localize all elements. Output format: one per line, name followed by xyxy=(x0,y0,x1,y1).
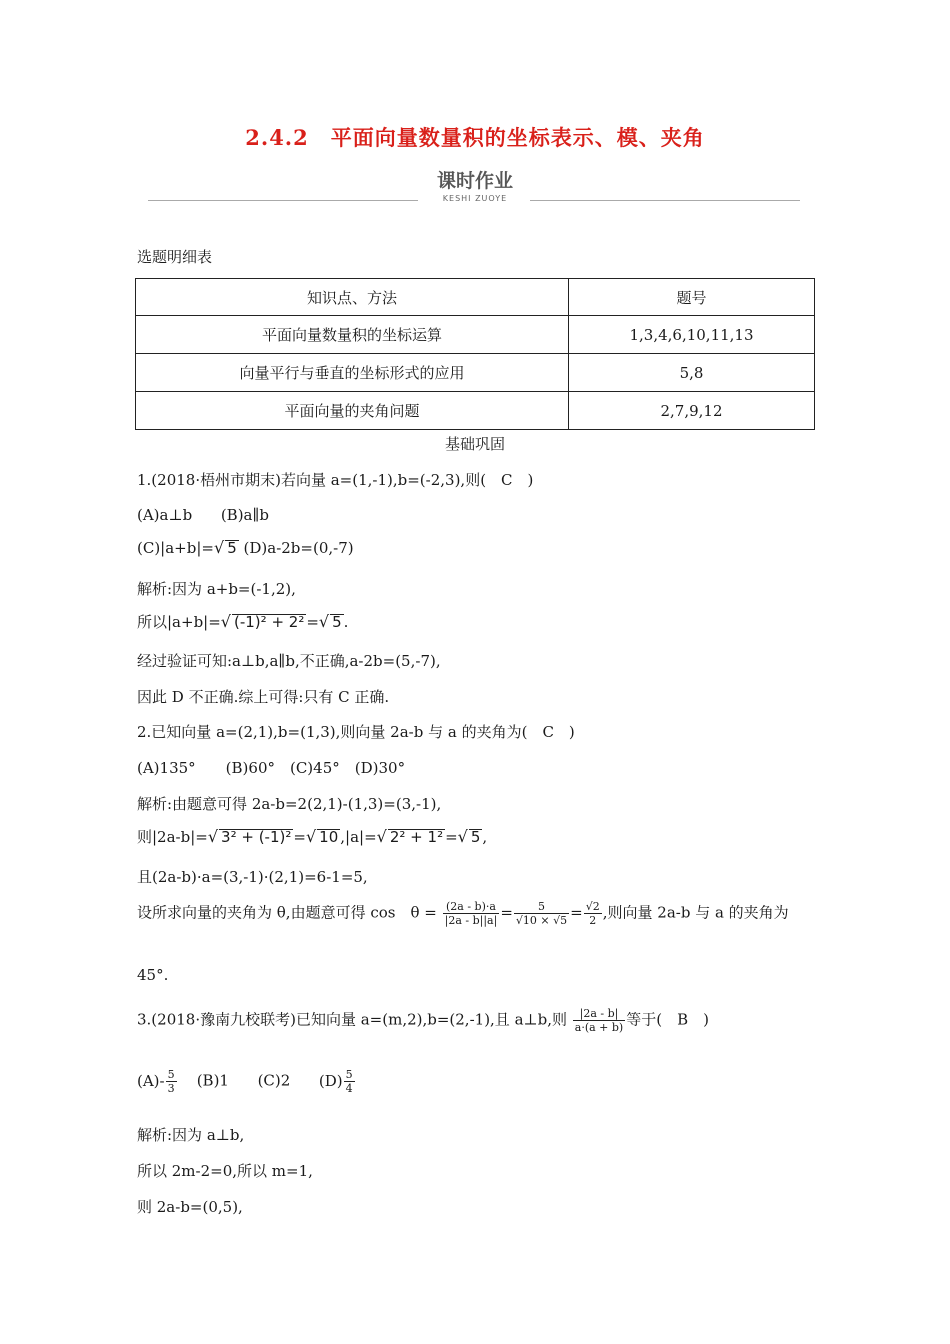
q3-option-a-label: (A)- xyxy=(137,1071,165,1090)
table-cell: 1,3,4,6,10,11,13 xyxy=(569,316,815,354)
q1-solution-2-text: 所以|a+b|= xyxy=(137,613,221,631)
fraction-denominator: 3 xyxy=(167,1082,175,1095)
fraction xyxy=(443,900,500,927)
radical-sign: √ xyxy=(220,612,231,631)
fraction-numerator: 5 xyxy=(167,1068,175,1081)
fraction xyxy=(584,900,602,927)
fraction xyxy=(344,1068,355,1095)
fraction-numerator: 5 xyxy=(514,900,569,914)
equals-sign: = xyxy=(293,828,306,846)
radical-sign: √ xyxy=(213,538,225,557)
q1-solution-1: 解析:因为 a+b=(-1,2), xyxy=(137,580,296,598)
banner-subtitle: KESHI ZUOYE xyxy=(442,194,508,203)
q2-radicand: 2² + 1² xyxy=(389,828,444,846)
period: . xyxy=(343,613,349,631)
q2-solution-2-text: 则|2a-b|= xyxy=(137,828,208,846)
fraction-denominator: |2a - b||a| xyxy=(444,914,498,927)
q3-solution-1: 解析:因为 a⊥b, xyxy=(137,1126,245,1144)
equals-sign: = xyxy=(445,828,458,846)
table-header-row xyxy=(136,279,815,316)
q2-solution-4-text: 设所求向量的夹角为 θ,由题意可得 cos θ = xyxy=(137,903,437,922)
radical-sign: √ xyxy=(305,827,317,846)
table-header-cell: 知识点、方法 xyxy=(136,279,569,316)
q2-stem: 2.已知向量 a=(2,1),b=(1,3),则向量 2a-b 与 a 的夹角为( C ) xyxy=(137,723,575,741)
fraction-numerator: 5 xyxy=(345,1068,353,1081)
q2-radicand: 10 xyxy=(319,828,339,846)
q3-option-b: (B)1 xyxy=(196,1071,229,1090)
q3-stem-text: 3.(2018·豫南九校联考)已知向量 a=(m,2),b=(2,-1),且 a⊥b,则 xyxy=(137,1010,567,1029)
q3-option-c: (C)2 xyxy=(257,1071,291,1090)
fraction xyxy=(573,1007,625,1034)
fraction xyxy=(166,1068,177,1095)
fraction-numerator: √2 xyxy=(585,900,600,913)
radical-sign: √ xyxy=(318,612,330,631)
q3-solution-2: 所以 2m-2=0,所以 m=1, xyxy=(137,1162,313,1180)
q1-option-c: (C)|a+b|= xyxy=(137,539,214,557)
fraction-denominator: 2 xyxy=(589,914,597,927)
q1-option-a: (A)a⊥b xyxy=(137,506,193,524)
table-cell: 5,8 xyxy=(569,354,815,392)
q2-radicand: 5 xyxy=(470,828,481,846)
q2-options: (A)135° (B)60° (C)45° (D)30° xyxy=(137,759,406,777)
equals-sign: = xyxy=(306,613,319,631)
radical-sign: √ xyxy=(457,827,468,846)
banner-title: 课时作业 xyxy=(436,170,513,192)
radical-sign: √ xyxy=(207,827,219,846)
fraction-denominator: 4 xyxy=(345,1082,353,1095)
table-header-cell: 题号 xyxy=(569,279,815,316)
q3-stem-text: 等于( B ) xyxy=(626,1010,709,1029)
q1-stem: 1.(2018·梧州市期末)若向量 a=(1,-1),b=(-2,3),则( C ) xyxy=(137,471,534,489)
fraction-denominator: √10 × √5 xyxy=(515,914,568,927)
fraction xyxy=(514,900,569,927)
q3-option-d xyxy=(318,1068,356,1095)
q2-solution-5: 45°. xyxy=(137,966,169,984)
q1-solution-4: 因此 D 不正确.综上可得:只有 C 正确. xyxy=(137,688,390,706)
q1-options-cd xyxy=(137,538,354,557)
q1-solution-2-radicand: 5 xyxy=(332,613,342,631)
table-cell: 平面向量数量积的坐标运算 xyxy=(136,316,569,354)
q1-solution-2-radicand: (-1)² + 2² xyxy=(234,613,305,631)
q3-options xyxy=(137,1068,356,1095)
q2-solution-4-text: ,则向量 2a-b 与 a 的夹角为 xyxy=(602,903,789,922)
section-heading: 基础巩固 xyxy=(444,435,505,453)
table-row xyxy=(136,354,815,392)
comma: , xyxy=(482,828,488,846)
q3-stem xyxy=(137,1007,709,1034)
q2-solution-3: 且(2a-b)·a=(3,-1)·(2,1)=6-1=5, xyxy=(137,868,368,886)
q2-radicand: 3² + (-1)² xyxy=(221,828,292,846)
q1-solution-2 xyxy=(137,611,348,632)
topic-table xyxy=(135,278,815,430)
q2-solution-1: 解析:由题意可得 2a-b=2(2,1)-(1,3)=(3,-1), xyxy=(137,795,442,813)
q3-solution-3: 则 2a-b=(0,5), xyxy=(137,1198,243,1216)
table-caption: 选题明细表 xyxy=(137,248,213,266)
q1-option-b: (B)a∥b xyxy=(220,506,270,524)
q1-option-d: (D)a-2b=(0,-7) xyxy=(243,539,354,557)
table-row xyxy=(136,316,815,354)
page-title: 2.4.2 平面向量数量积的坐标表示、模、夹角 xyxy=(245,125,705,150)
fraction-numerator: (2a - b)·a xyxy=(443,900,500,914)
fraction-numerator: |2a - b| xyxy=(573,1007,625,1021)
q2-solution-2 xyxy=(137,826,487,847)
q3-option-d-label: (D) xyxy=(318,1071,343,1090)
q2-solution-2-text: ,|a|= xyxy=(340,828,377,846)
table-cell: 向量平行与垂直的坐标形式的应用 xyxy=(136,354,569,392)
q1-options-ab xyxy=(137,506,269,524)
table-cell: 平面向量的夹角问题 xyxy=(136,392,569,430)
fraction-denominator: a·(a + b) xyxy=(574,1021,624,1034)
table-row xyxy=(136,392,815,430)
q2-solution-4: 设所求向量的夹角为 θ,由题意可得 cos θ = $\frac{(2a - b)\cdot a}{|2a - b||a|}$ = $\frac{5}{√10 \times √5}$ = $\frac{√2}{2}$ ,则向量 2a-b 与 a 的夹角为 xyxy=(137,900,789,927)
q1-solution-3: 经过验证可知:a⊥b,a∥b,不正确,a-2b=(5,-7), xyxy=(137,652,441,670)
table-cell: 2,7,9,12 xyxy=(569,392,815,430)
radical-sign: √ xyxy=(376,827,387,846)
q1-option-c-radicand: 5 xyxy=(227,539,237,557)
q3-option-a xyxy=(137,1068,178,1095)
